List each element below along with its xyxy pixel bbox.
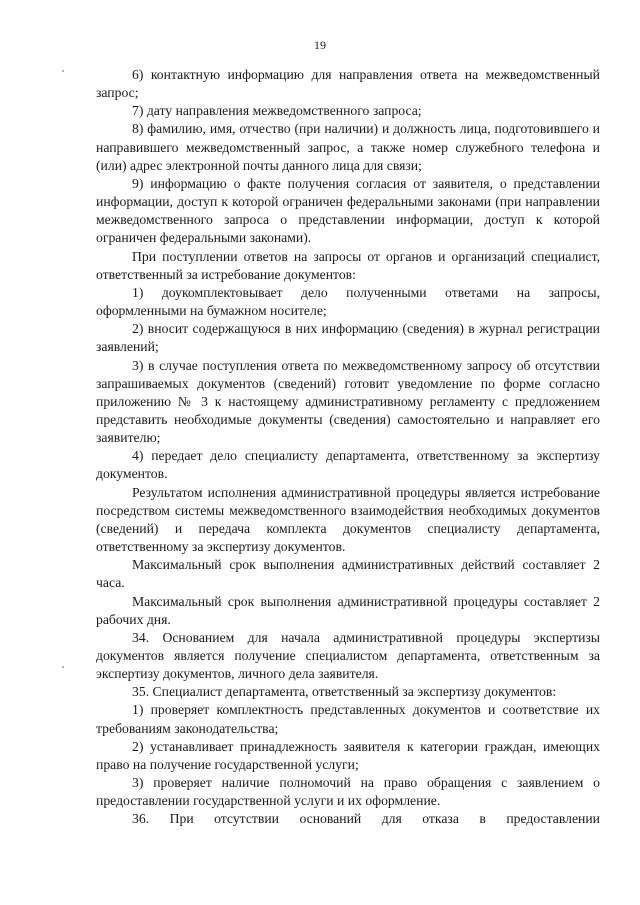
paragraph-response-step-1: 1) доукомплектовывает дело полученными ответами на запросы, оформленными на бумажном носителе; <box>96 284 600 319</box>
paragraph-section-35: 35. Специалист департамента, ответственный за экспертизу документов: <box>132 684 557 700</box>
paragraph-responses-intro: При поступлении ответов на запросы от органов и организаций специалист, ответственный за истребование документов: <box>96 248 600 282</box>
paragraph-max-time-actions: Максимальный срок выполнения административных действий составляет 2 часа. <box>96 557 600 591</box>
scan-margin-mark <box>62 666 64 668</box>
paragraph-result: Результатом исполнения административной процедуры является истребование посредством системы межведомственного взаимодействия необходимых документов (сведений) и передача комплекта документов специалисту департамента, ответственному за экспертизу документов. <box>96 484 600 555</box>
document-body <box>96 66 600 829</box>
scan-margin-mark <box>62 70 64 72</box>
paragraph-response-step-4: 4) передает дело специалисту департамента, ответственному за экспертизу документов. <box>96 448 600 482</box>
paragraph-item-6: 6) контактную информацию для направления ответа на межведомственный запрос; <box>96 67 600 101</box>
paragraph-section-34: 34. Основанием для начала административной процедуры экспертизы документов является получение специалистом департамента, ответственным за экспертизу документов, личного дела заявителя. <box>96 629 600 682</box>
paragraph-max-time-procedure: Максимальный срок выполнения административной процедуры составляет 2 рабочих дня. <box>96 593 600 627</box>
paragraph-check-step-3: 3) проверяет наличие полномочий на право обращения с заявлением о предоставлении государственной услуги и их оформление. <box>96 775 600 809</box>
paragraph-response-step-2: 2) вносит содержащуюся в них информацию (сведения) в журнал регистрации заявлений; <box>96 321 600 355</box>
paragraph-item-7: 7) дату направления межведомственного запроса; <box>132 103 422 119</box>
paragraph-check-step-2: 2) устанавливает принадлежность заявителя к категории граждан, имеющих право на получение государственной услуги; <box>96 738 600 772</box>
paragraph-response-step-3: 3) в случае поступления ответа по межведомственному запросу об отсутствии запрашиваемых документов (сведений) готовит уведомление по форме согласно приложению № 3 к настоящему административному регламенту с предложением представить необходимые документы (сведения) самостоятельно и направляет его заявителю; <box>96 357 600 446</box>
paragraph-item-8: 8) фамилию, имя, отчество (при наличии) и должность лица, подготовившего и направившего межведомственный запрос, а также номер служебного телефона и (или) адрес электронной почты данного лица для связи; <box>96 121 600 173</box>
paragraph-check-step-1: 1) проверяет комплектность представленных документов и соответствие их требованиям законодательства; <box>96 702 600 736</box>
page-number: 19 <box>314 38 326 52</box>
paragraph-item-9: 9) информацию о факте получения согласия от заявителя, о представлении информации, доступ к которой ограничен федеральными законами (при направлении межведомственного запроса о представлении информации, доступ к которой ограничен федеральными законами). <box>96 175 600 246</box>
paragraph-section-36: 36. При отсутствии оснований для отказа в предоставлении <box>132 811 600 827</box>
